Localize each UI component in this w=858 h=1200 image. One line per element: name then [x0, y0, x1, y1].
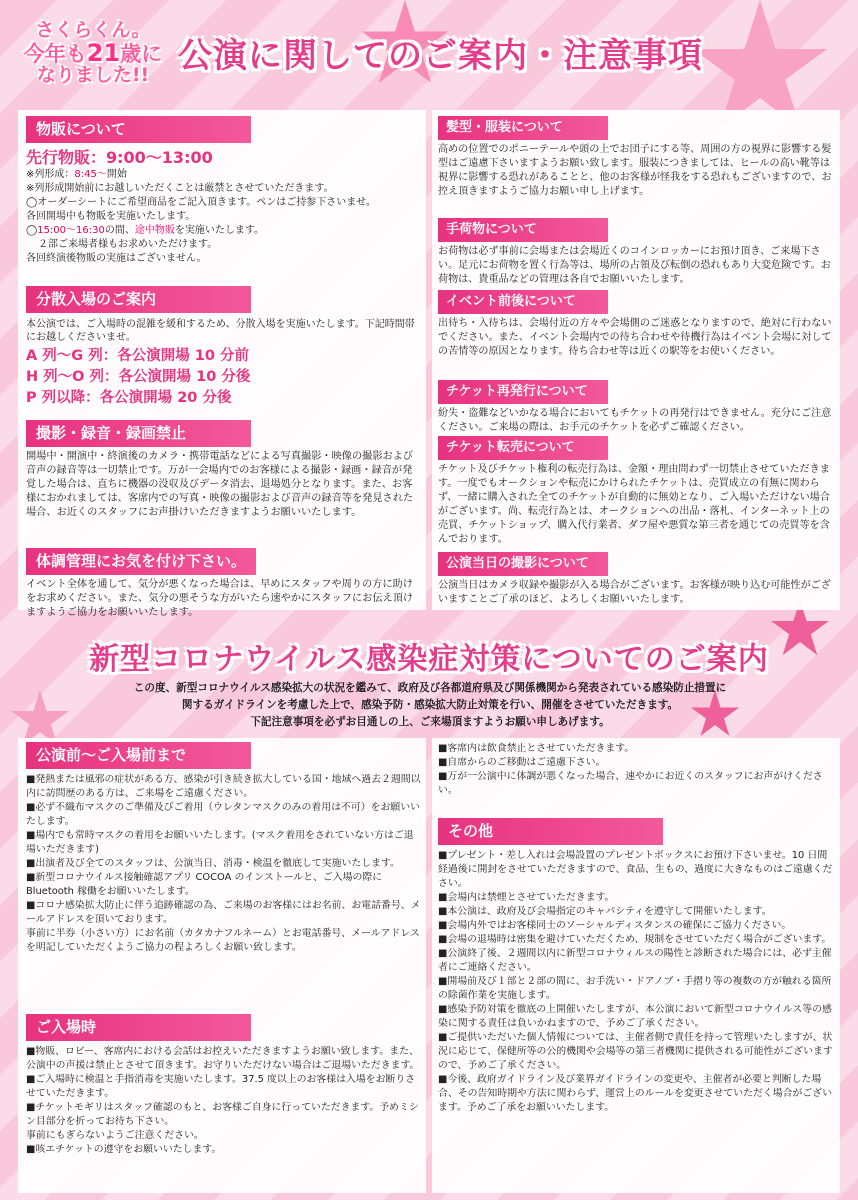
hair-heading: 髪型・服装について: [438, 116, 608, 140]
entry-row: A 列〜G 列：各公演開場 10 分前: [26, 348, 249, 364]
merch-line: ◯オーダーシートにご希望商品をご記入頂きます。ペンはご持参下さいませ。: [26, 197, 376, 208]
photo-text: 開場中・開演中・終演後のカメラ・携帯電話などによる写真撮影・映像の撮影および音声の録音等は一切禁止です。万が一会場内でのお客様による撮影・録画・録音が発覚した場合は、直ちに機器の没収及びデータ消去、退場処分となります。また、お客様におかれましては、客席内での写真・映像の撮影および音声の録音等を発見された場合、お近くのスタッフにお声掛けいただきますようお願いいたします。: [26, 451, 414, 518]
list-item: ■場内でも常時マスクの着用をお願いいたします。(マスク着用をされていない方はご退場いただきます): [26, 830, 414, 855]
list-item: 事前にもぎらないようご注意ください。: [26, 1130, 204, 1141]
admission-list: [26, 1045, 421, 1157]
venue-section: [438, 742, 836, 798]
filming-heading: 公演当日の撮影について: [438, 552, 608, 576]
before-section: [26, 742, 421, 955]
entry-row: H 列〜O 列：各公演開場 10 分後: [26, 369, 251, 385]
entry-row: P 列以降：各公演開場 20 分後: [26, 390, 232, 406]
hair-text: 高めの位置でのポニーテールや頭の上でお団子にする等、周囲の方の視界に影響する髪型はご遠慮下さいますようお願い致します。服装につきましては、ヒールの高い靴等は視界に影響する恐れがあることと、他のお客様が怪我をする恐れもございますので、お控え頂きますようご協力お願い申し上げます。: [438, 144, 832, 197]
list-item: ■チケットモギリはスタッフ確認のもと、お客様ご自身に行っていただきます。予めミシン目部分を折ってお待ち下さい。: [26, 1102, 419, 1127]
admission-section: [26, 1014, 421, 1157]
merch-line: 各回開場中も物販を実施いたします。: [26, 211, 196, 222]
merch-text: [26, 168, 421, 266]
list-item: ■ご入場時に検温と手指消毒を実施いたします。37.5 度以上のお客様は入場をお断りさせていただきます。: [26, 1074, 416, 1099]
merch-section: [26, 116, 421, 266]
logo-line3: なりました!!: [36, 64, 150, 87]
health-text: イベント全体を通して、気分が悪くなった場合は、早めにスタッフや周りの方に助けをお求めください。また、気分の悪そうな方がいたら速やかにスタッフにお伝え頂けますようご協力をお願いいたします。: [26, 579, 414, 618]
list-item: ■客席内は飲食禁止とさせていただきます。: [438, 743, 635, 754]
event-text: 出待ち・入待ちは、会場付近の方々や会場側のご迷惑となりますので、絶対に行わないでください。また、イベント会場内での待ち合わせや待機行為はイベント会場に対しての苦情等の原因となります。待ち合わせ等は近くの駅等をお使いください。: [438, 318, 832, 357]
list-item: ■開場前及び１部と２部の間に、お手洗い・ドアノブ・手摺り等の複数の方が触れる箇所の除菌作業を実施します。: [438, 976, 832, 1001]
baggage-heading: 手荷物について: [438, 218, 608, 242]
list-item: 事前に半券（小さい方）にお名前（カタカナフルネーム）とお電話番号、メールアドレスを明記していただくようご協力の程よろしくお願い致します。: [26, 928, 420, 953]
covid-intro-line: この度、新型コロナウイルス感染拡大の状況を鑑みて、政府及び各都道府県及び関係機関から発表されている感染防止措置に: [133, 682, 727, 694]
reissue-heading: チケット再発行について: [438, 380, 608, 404]
entry-heading: 分散入場のご案内: [26, 286, 251, 313]
list-item: ■新型コロナウイルス接触確認アプリ COCOA のインストールと、ご入場の際に Bluetooth 稼働をお願いいたします。: [26, 872, 383, 897]
reissue-text: 紛失・盗難などいかなる場合においてもチケットの再発行はできません。充分にご注意ください。ご来場の際は、お手元のチケットを必ずご確認ください。: [438, 408, 832, 433]
list-item: ■今後、政府ガイドライン及び業界ガイドラインの変更や、主催者が必要と判断した場合、その告知時期や方法に関わらず、運営上のルールを変更させていただく場合がございます。予めご了承をお願いいたします。: [438, 1074, 833, 1113]
others-list: [438, 849, 836, 1115]
resale-text: チケット及びチケット権利の転売行為は、金額・理由問わず一切禁止させていただきます。一度でもオークションや転売にかけられたチケットは、売買成立の有無に関わらず、一緒に購入された全てのチケットが自動的に無効となり、ご入場いただけない場合がございます。尚、転売行為とは、オークションへの出品・落札、インターネット上の売買、チケットショップ、購入代行業者、ダフ屋や悪質な第三者を通じての売買等を含んでおります。: [438, 464, 830, 545]
list-item: ■会場の退場時は密集を避けていただくため、規制をさせていただく場合がございます。: [438, 934, 832, 945]
list-item: ■ご提供いただいた個人情報については、主催者側で責任を持って管理いたしますが、状況に応じて、保健所等の公的機関や会場等の第三者機関に提供される可能性がございますので、予めご了承ください。: [438, 1032, 833, 1071]
filming-text: 公演当日はカメラ収録や撮影が入る場合がございます。お客様が映り込む可能性がございますことご了承のほど、よろしくお願いいたします。: [438, 580, 831, 605]
entry-section: [26, 286, 421, 409]
list-item: ■本公演は、政府及び会場指定のキャパシティを遵守して開催いたします。: [438, 906, 772, 917]
event-logo: [18, 6, 168, 101]
list-item: ■発熱または風邪の症状がある方、感染が引き続き拡大している国・地域へ過去２週間以内に訪問歴のある方は、ご来場をご遠慮ください。: [26, 774, 421, 799]
resale-heading: チケット転売について: [438, 436, 608, 460]
baggage-section: [438, 218, 836, 287]
venue-list: [438, 742, 836, 798]
list-item: ■公演終了後、２週間以内に新型コロナウィルスの陽性と診断された場合には、必ず主催者にご連絡ください。: [438, 948, 832, 973]
list-item: ■必ず不織布マスクのご準備及びご着用（ウレタンマスクのみの着用は不可）をお願いいたします。: [26, 802, 421, 827]
list-item: ■会場内外ではお客様同士のソーシャルディスタンスの確保にご協力ください。: [438, 920, 792, 931]
logo-line1: さくらくん。: [35, 18, 151, 41]
baggage-text: お荷物は必ず事前に会場または会場近くのコインロッカーにお預け頂き、ご来場下さい。足元にお荷物を置く行為等は、場所の占領及び転倒の恐れもあり大変危険です。お荷物は、貴重品などの管理は各自でお願いいたします。: [438, 246, 831, 285]
list-item: ■万が一公演中に体調が悪くなった場合、速やかにお近くのスタッフにお声がけください。: [438, 771, 823, 796]
list-item: ■物販、ロビー、客席内における会話はお控えいただきますようお願い致します。また、公演中の声援は禁止とさせて頂きます。お守りいただけない場合はご退場いただきます。: [26, 1046, 420, 1071]
covid-intro-line: 下記注意事項を必ずお目通しの上、ご来場頂ますようお願い申しあげます。: [250, 716, 610, 728]
list-item: ■咳エチケットの遵守をお願いいたします。: [26, 1144, 222, 1155]
merch-midtime-line: ◯15:00〜16:30の間、途中物販を実施いたします。: [26, 225, 265, 236]
covid-intro-line: 関するガイドラインを考慮した上で、感染予防・感染拡大防止対策を行い、開催をさせていただきます。: [181, 699, 679, 711]
filming-section: [438, 552, 836, 607]
reissue-section: [438, 380, 836, 435]
list-item: ■自席からのご移動はご遠慮下さい。: [438, 757, 606, 768]
before-list: [26, 773, 421, 955]
event-section: [438, 290, 836, 359]
list-item: ■会場内は禁煙とさせていただきます。: [438, 892, 615, 903]
list-item: ■プレゼント・差し入れは会場設置のプレゼントボックスにお預け下さいませ。10 日間経過後に開封をさせていただきますので、食品、生もの、過度に大きなものはご遠慮ください。: [438, 850, 833, 889]
entry-intro: 本公演では、ご入場時の混雑を緩和するため、分散入場を実施いたします。下記時間帯にお越しくださいませ。: [26, 319, 415, 343]
health-heading: 体調管理にお気を付け下さい。: [26, 548, 256, 575]
logo-line2: 今年も21歳に: [23, 38, 163, 67]
covid-intro: [60, 680, 800, 731]
covid-title: 新型コロナウイルス感染症対策についてのご案内: [89, 642, 769, 677]
merch-line: ※列形成開始前にお越しいただくことは厳禁とさせていただきます。: [26, 183, 334, 194]
resale-section: [438, 436, 836, 547]
merch-line-time: ※列形成：8:45〜開始: [26, 169, 127, 180]
list-item: ■感染予防対策を徹底の上開催いたしますが、本公演において新型コロナウイルス等の感染に関する責任は負いかねますので、予めご了承ください。: [438, 1004, 832, 1029]
page-title: 公演に関してのご案内・注意事項: [178, 36, 703, 76]
list-item: ■出演者及び全てのスタッフは、公演当日、消毒・検温を徹底して実施いたします。: [26, 858, 400, 869]
merch-line: ２部ご来場者様もお求めいただけます。: [38, 239, 218, 250]
merch-line: 各回終演後物販の実施はございません。: [26, 253, 207, 264]
list-item: ■コロナ感染拡大防止に伴う追跡確認の為、ご来場のお客様にはお名前、お電話番号、メールアドレスを頂いております。: [26, 900, 421, 925]
event-heading: イベント前後について: [438, 290, 608, 314]
others-section: [438, 818, 836, 1115]
health-section: [26, 548, 421, 620]
before-heading: 公演前〜ご入場前まで: [26, 742, 251, 769]
header: [0, 0, 858, 110]
hair-section: [438, 116, 836, 199]
merch-heading: 物販について: [26, 116, 251, 143]
photo-heading: 撮影・録音・録画禁止: [26, 420, 251, 447]
admission-heading: ご入場時: [26, 1014, 251, 1041]
photo-section: [26, 420, 421, 520]
others-heading: その他: [438, 818, 663, 845]
merch-time: 先行物販：9:00〜13:00: [26, 148, 213, 167]
